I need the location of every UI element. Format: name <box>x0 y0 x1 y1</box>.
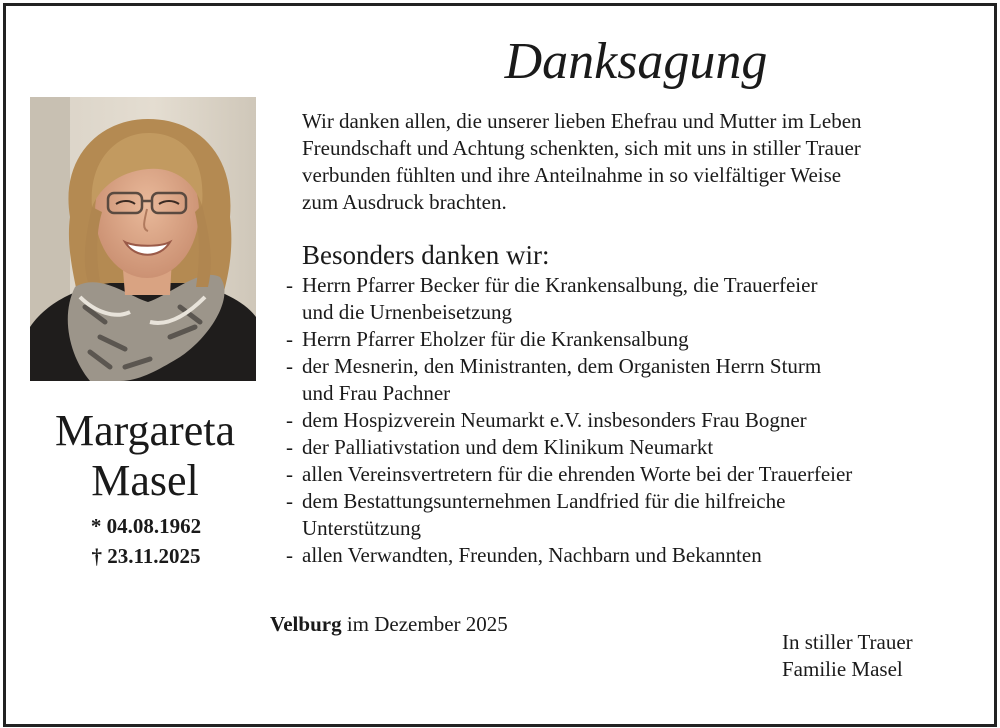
intro-text <box>302 108 992 216</box>
obituary-frame <box>3 3 997 727</box>
item-line: Herrn Pfarrer Becker für die Krankensalbung, die Trauerfeier <box>302 273 818 297</box>
item-line: dem Bestattungsunternehmen Landfried für die hilfreiche <box>302 489 786 513</box>
item-line: allen Verwandten, Freunden, Nachbarn und Bekannten <box>302 543 762 567</box>
list-item <box>286 461 986 488</box>
deceased-name <box>20 406 270 506</box>
signature-line: Familie Masel <box>782 657 903 681</box>
dash-marker: - <box>286 462 293 486</box>
dash-marker: - <box>286 489 293 513</box>
first-name: Margareta <box>55 406 235 455</box>
dash-marker: - <box>286 408 293 432</box>
dash-marker: - <box>286 435 293 459</box>
thanks-list <box>286 272 986 569</box>
place-name: Velburg <box>270 612 342 636</box>
life-dates <box>46 511 246 571</box>
item-line: der Palliativstation und dem Klinikum Neumarkt <box>302 435 714 459</box>
thanks-heading: Besonders danken wir: <box>302 240 550 270</box>
list-item <box>286 353 986 407</box>
page-title: Danksagung <box>504 33 768 90</box>
place-date <box>270 611 508 638</box>
dash-marker: - <box>286 327 293 351</box>
signature-block <box>782 629 913 683</box>
list-item <box>286 407 986 434</box>
item-line: und die Urnenbeisetzung <box>302 300 512 324</box>
signature-line: In stiller Trauer <box>782 630 913 654</box>
item-line: Unterstützung <box>302 516 421 540</box>
item-line: und Frau Pachner <box>302 381 451 405</box>
intro-line: zum Ausdruck brachten. <box>302 190 507 214</box>
list-item <box>286 272 986 326</box>
intro-line: Freundschaft und Achtung schenkten, sich mit uns in stiller Trauer <box>302 136 861 160</box>
birth-date: * 04.08.1962 <box>90 514 202 538</box>
item-line: dem Hospizverein Neumarkt e.V. insbesonders Frau Bogner <box>302 408 807 432</box>
list-item <box>286 488 986 542</box>
list-item <box>286 542 986 569</box>
dash-marker: - <box>286 273 293 297</box>
last-name: Masel <box>91 456 199 505</box>
intro-line: Wir danken allen, die unserer lieben Ehefrau und Mutter im Leben <box>302 109 862 133</box>
date-text: im Dezember 2025 <box>341 612 508 636</box>
dash-marker: - <box>286 543 293 567</box>
dash-marker: - <box>286 354 293 378</box>
portrait-photo <box>30 97 256 381</box>
intro-line: verbunden fühlten und ihre Anteilnahme in so vielfältiger Weise <box>302 163 842 187</box>
list-item <box>286 434 986 461</box>
item-line: allen Vereinsvertretern für die ehrenden Worte bei der Trauerfeier <box>302 462 853 486</box>
portrait-image <box>30 97 256 381</box>
item-line: Herrn Pfarrer Eholzer für die Krankensalbung <box>302 327 689 351</box>
item-line: der Mesnerin, den Ministranten, dem Organisten Herrn Sturm <box>302 354 822 378</box>
list-item <box>286 326 986 353</box>
death-date: † 23.11.2025 <box>91 544 201 568</box>
